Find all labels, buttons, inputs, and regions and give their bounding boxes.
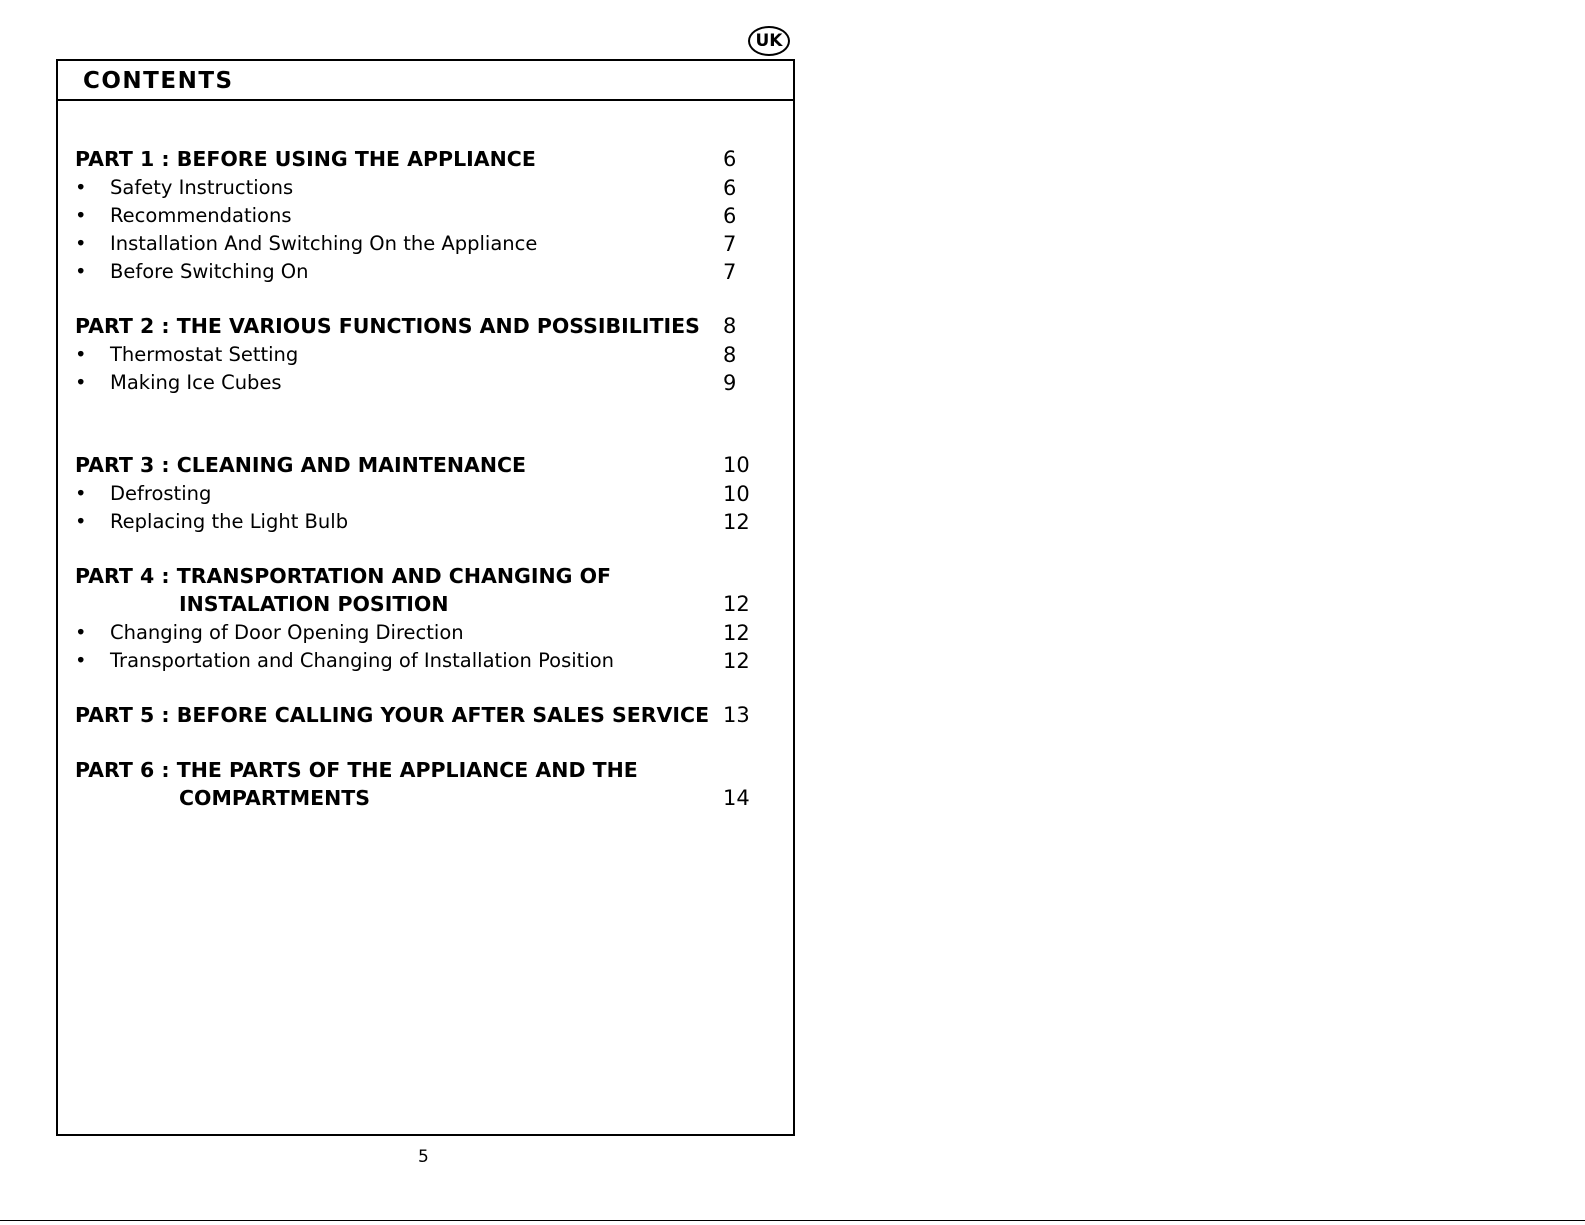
toc-item-page: 12 [723,510,750,534]
uk-language-badge: UK [748,26,790,56]
bottom-divider [0,1220,1585,1221]
toc-part-2-page: 8 [723,314,737,338]
toc-part-4 [75,564,765,592]
toc-part-2-label: PART 2 : THE VARIOUS FUNCTIONS AND POSSIBILITIES [75,314,700,338]
toc-item-page: 12 [723,621,750,645]
toc-item-label: Making Ice Cubes [110,371,282,394]
toc-item-page: 6 [723,176,737,200]
toc-part-6 [75,758,765,786]
bullet-icon: • [75,343,87,366]
toc-part-5-label: PART 5 : BEFORE CALLING YOUR AFTER SALES SERVICE [75,703,710,727]
toc-item-label: Replacing the Light Bulb [110,510,349,533]
toc-part-5 [75,703,765,731]
toc-part-1-label: PART 1 : BEFORE USING THE APPLIANCE [75,147,536,171]
toc-item [75,176,765,204]
toc-item-label: Before Switching On [110,260,309,283]
toc-item-label: Recommendations [110,204,292,227]
toc-item-label: Safety Instructions [110,176,294,199]
toc-item-label: Changing of Door Opening Direction [110,621,464,644]
toc-part-6-label: PART 6 : THE PARTS OF THE APPLIANCE AND THE [75,758,638,782]
toc-item-page: 8 [723,343,737,367]
toc-part-4-continuation [75,592,765,620]
bullet-icon: • [75,232,87,255]
toc-item [75,260,765,288]
toc-item-label: Defrosting [110,482,212,505]
toc-item [75,232,765,260]
toc-item-page: 6 [723,204,737,228]
bullet-icon: • [75,204,87,227]
toc-item [75,510,765,538]
toc-part-4-page: 12 [723,592,750,616]
toc-part-4-label-cont: INSTALATION POSITION [179,592,449,616]
toc-item-page: 12 [723,649,750,673]
toc-part-5-page: 13 [723,703,750,727]
toc-part-6-continuation [75,786,765,814]
toc-item-label: Installation And Switching On the Appliance [110,232,538,255]
bullet-icon: • [75,176,87,199]
bullet-icon: • [75,649,87,672]
bullet-icon: • [75,621,87,644]
toc-part-1 [75,147,765,175]
toc-part-3-label: PART 3 : CLEANING AND MAINTENANCE [75,453,527,477]
toc-item [75,649,765,677]
contents-header [58,61,793,101]
toc-part-3-page: 10 [723,453,750,477]
bullet-icon: • [75,260,87,283]
bullet-icon: • [75,510,87,533]
toc-item-page: 7 [723,232,737,256]
toc-item [75,371,765,399]
toc-item-page: 9 [723,371,737,395]
toc-part-1-page: 6 [723,147,737,171]
toc-item-page: 7 [723,260,737,284]
toc-part-3 [75,453,765,481]
toc-item [75,482,765,510]
bullet-icon: • [75,482,87,505]
toc-part-4-label: PART 4 : TRANSPORTATION AND CHANGING OF [75,564,612,588]
page-number: 5 [418,1147,429,1167]
bullet-icon: • [75,371,87,394]
toc-item [75,343,765,371]
toc-item [75,204,765,232]
toc-item [75,621,765,649]
toc-part-2 [75,314,765,342]
toc-item-label: Thermostat Setting [110,343,299,366]
toc-item-label: Transportation and Changing of Installation Position [110,649,615,672]
contents-title: CONTENTS [83,68,234,94]
toc-item-page: 10 [723,482,750,506]
toc-part-6-page: 14 [723,786,750,810]
toc-part-6-label-cont: COMPARTMENTS [179,786,371,810]
